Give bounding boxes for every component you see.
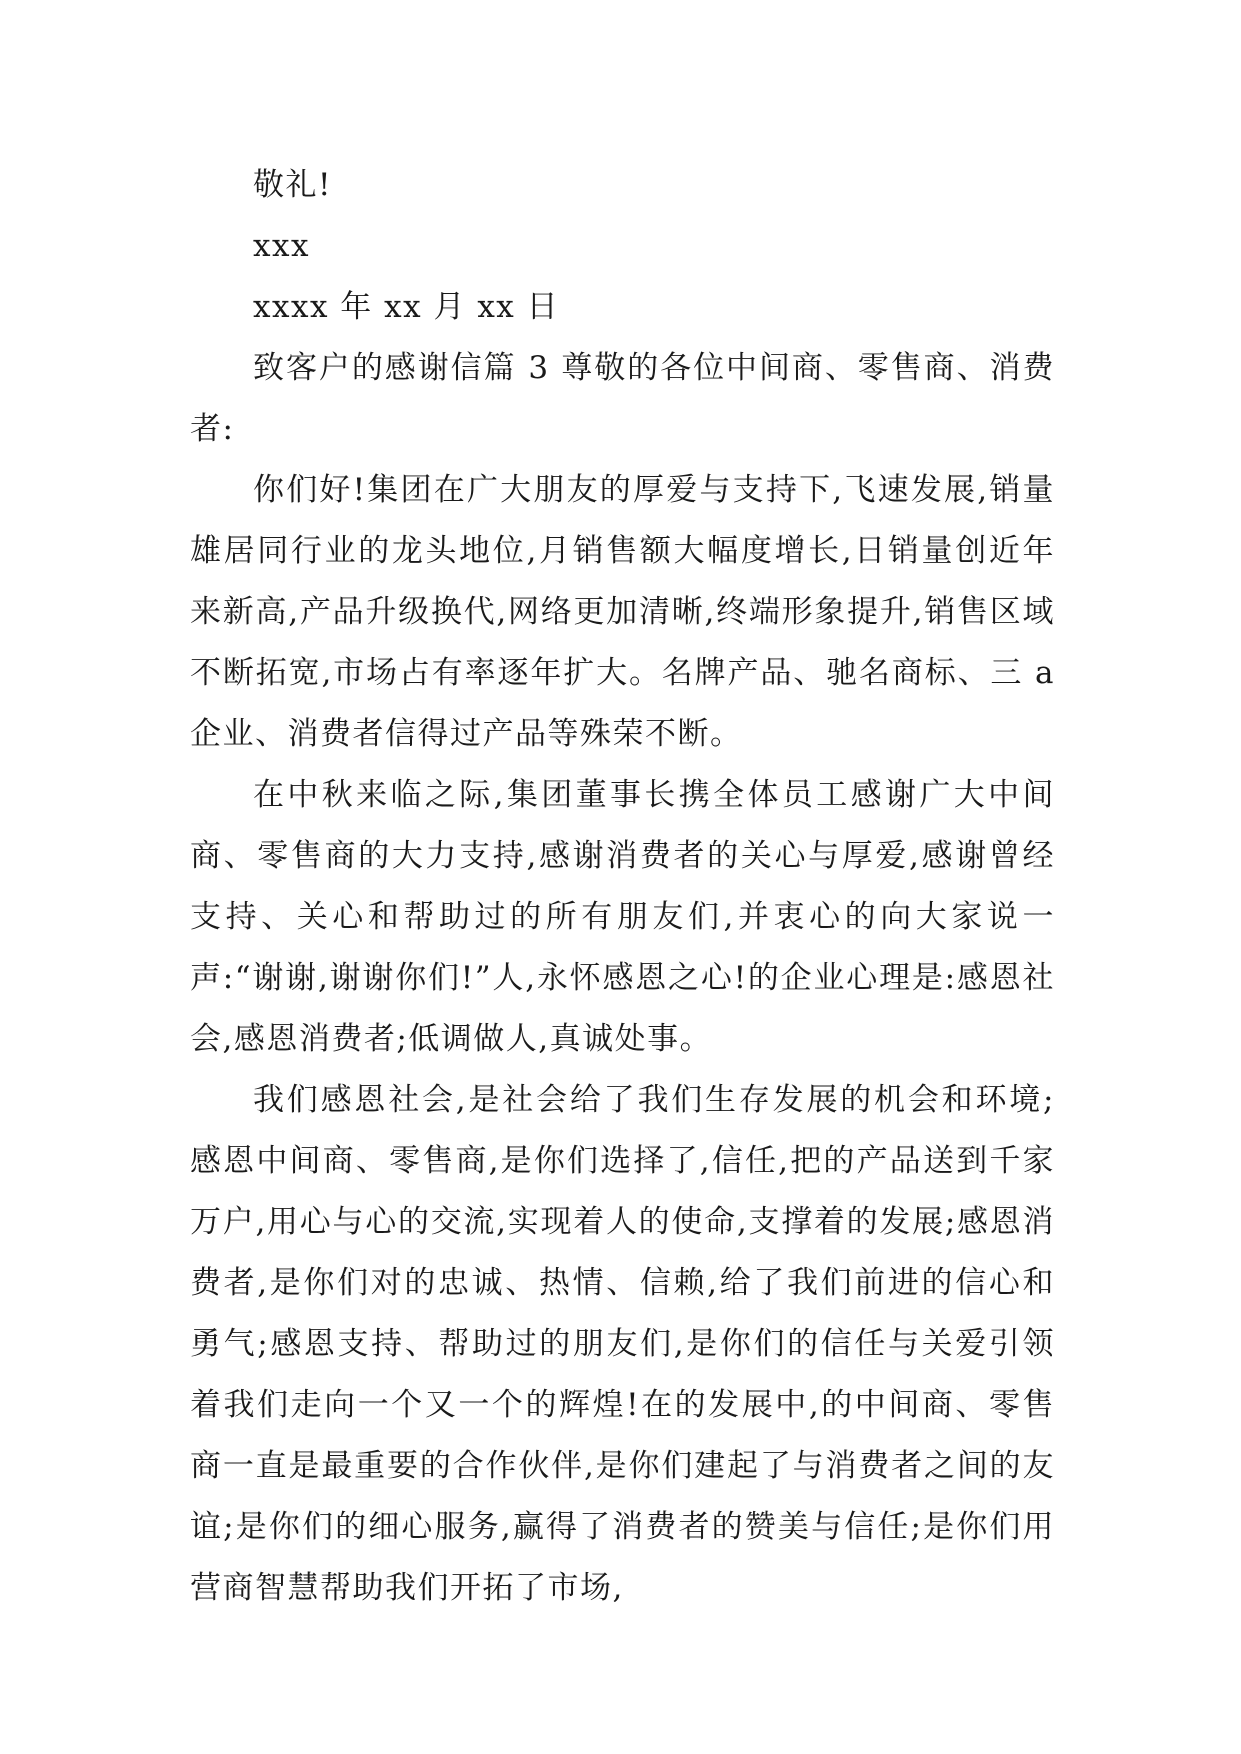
letter-heading: 致客户的感谢信篇 3 尊敬的各位中间商、零售商、消费者:	[190, 350, 1055, 447]
letter-body	[190, 155, 1055, 1619]
closing-signature: xxx	[253, 228, 310, 264]
closing-date: xxxx 年 xx 月 xx 日	[253, 289, 560, 325]
paragraph-greeting: 你们好!集团在广大朋友的厚爱与支持下,飞速发展,销量雄居同行业的龙头地位,月销售额大幅度增长,日销量创近年来新高,产品升级换代,网络更加清晰,终端形象提升,销售区域不断拓宽,市场占有率逐年扩大。名牌产品、驰名商标、三 a 企业、消费者信得过产品等殊荣不断。	[190, 472, 1055, 752]
paragraph-gratitude: 我们感恩社会,是社会给了我们生存发展的机会和环境;感恩中间商、零售商,是你们选择了,信任,把的产品送到千家万户,用心与心的交流,实现着人的使命,支撑着的发展;感恩消费者,是你们对的忠诚、热情、信赖,给了我们前进的信心和勇气;感恩支持、帮助过的朋友们,是你们的信任与关爱引领着我们走向一个又一个的辉煌!在的发展中,的中间商、零售商一直是最重要的合作伙伴,是你们建起了与消费者之间的友谊;是你们的细心服务,赢得了消费者的赞美与信任;是你们用营商智慧帮助我们开拓了市场,	[190, 1082, 1055, 1606]
paragraph-thanks: 在中秋来临之际,集团董事长携全体员工感谢广大中间商、零售商的大力支持,感谢消费者的关心与厚爱,感谢曾经支持、关心和帮助过的所有朋友们,并衷心的向大家说一声:“谢谢,谢谢你们!”人,永怀感恩之心!的企业心理是:感恩社会,感恩消费者;低调做人,真诚处事。	[190, 777, 1055, 1057]
closing-salute: 敬礼!	[253, 167, 332, 203]
